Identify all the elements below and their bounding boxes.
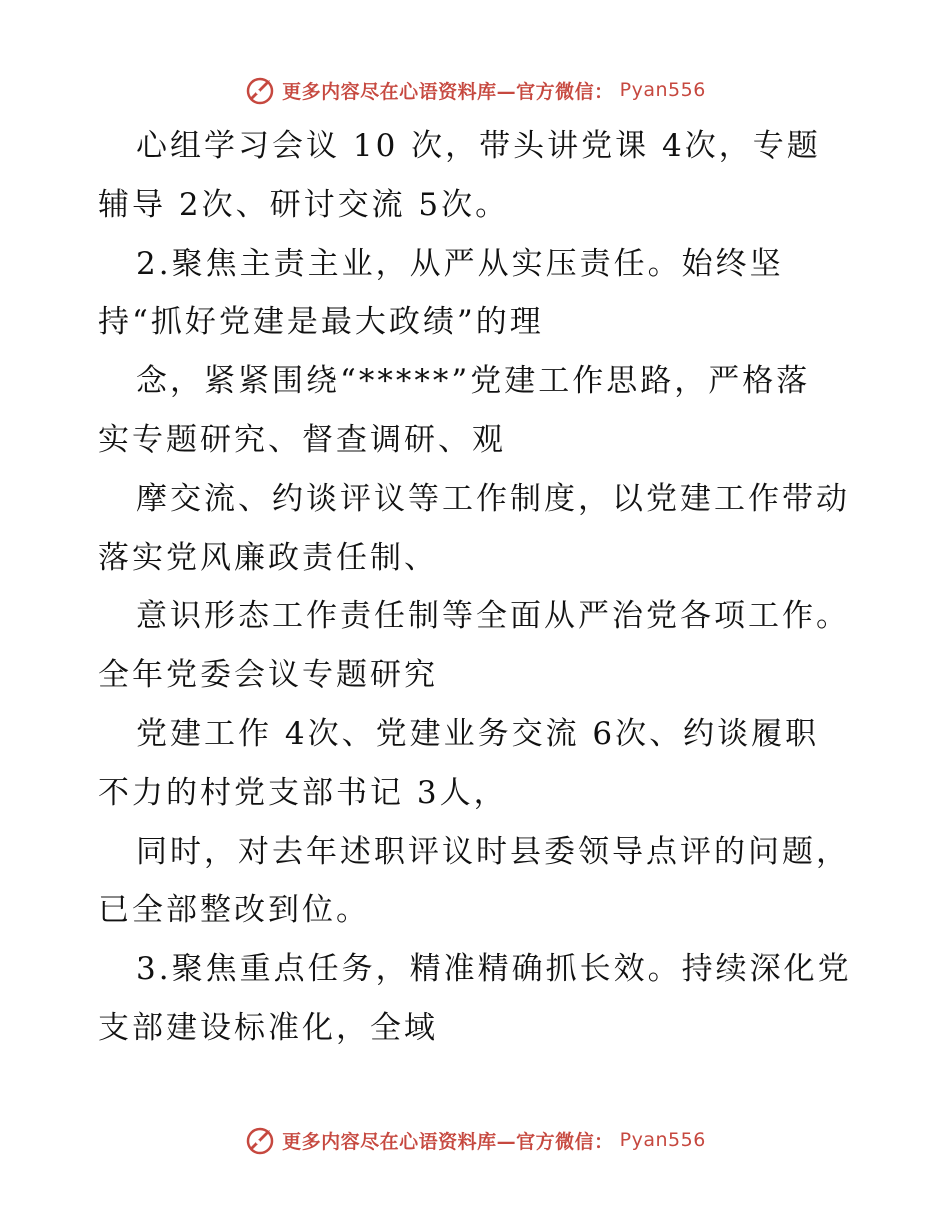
header-watermark (0, 70, 950, 110)
text-line: 持“抓好党建是最大政绩”的理 (98, 304, 544, 341)
text-line: 已全部整改到位。 (98, 892, 370, 929)
watermark-handle: Pyan556 (619, 79, 706, 101)
text-line: 全年党委会议专题研究 (98, 657, 438, 694)
text-line: 摩交流、约谈评议等工作制度，以党建工作带动 (136, 480, 850, 517)
pen-logo-icon (244, 74, 276, 106)
text-line: 意识形态工作责任制等全面从严治党各项工作。 (136, 598, 850, 635)
text-line: 念，紧紧围绕“*****”党建工作思路，严格落 (136, 363, 811, 400)
text-line: 实专题研究、督查调研、观 (98, 421, 506, 458)
text-line: 党建工作 4次、党建业务交流 6次、约谈履职 (136, 715, 820, 752)
text-line: 落实党风廉政责任制、 (98, 539, 438, 576)
footer-watermark (0, 1120, 950, 1160)
text-line: 2.聚焦主责主业，从严从实压责任。始终坚 (136, 245, 784, 282)
watermark-text: 更多内容尽在心语资料库—官方微信： (282, 1130, 614, 1153)
document-body (98, 117, 858, 1058)
text-line: 辅导 2次、研讨交流 5次。 (98, 186, 510, 223)
pen-logo-icon (244, 1124, 276, 1156)
text-line: 不力的村党支部书记 3人， (98, 774, 508, 811)
text-line: 心组学习会议 10 次，带头讲党课 4次，专题 (136, 128, 821, 164)
watermark-text: 更多内容尽在心语资料库—官方微信： (282, 80, 614, 103)
text-line: 支部建设标准化，全域 (98, 1009, 438, 1046)
text-line: 3.聚焦重点任务，精准精确抓长效。持续深化党 (136, 951, 852, 988)
text-line: 同时，对去年述职评议时县委领导点评的问题， (136, 833, 850, 870)
watermark-handle: Pyan556 (619, 1129, 706, 1151)
